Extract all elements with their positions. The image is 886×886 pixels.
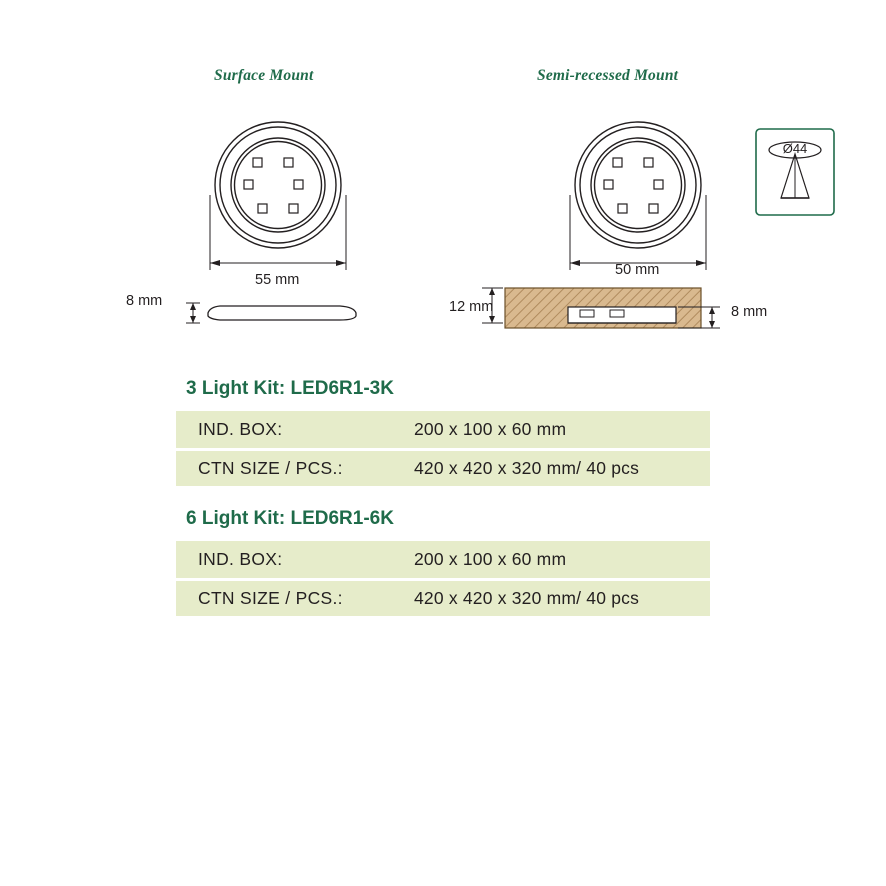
table-row: [176, 541, 710, 579]
semi-recessed-thickness-label: 8 mm: [731, 304, 768, 320]
table-row: [176, 411, 710, 449]
kit-2-title: 6 Light Kit: LED6R1-6K: [186, 508, 394, 529]
kit-1-row-0-label: IND. BOX:: [176, 411, 408, 449]
kit-2-row-1-label: CTN SIZE / PCS.:: [176, 579, 408, 617]
surface-mount-diameter-label: 55 mm: [255, 272, 300, 288]
kit-2-table: [176, 541, 710, 619]
kit-2-row-0-value: 200 x 100 x 60 mm: [408, 541, 710, 579]
surface-mount-title: Surface Mount: [214, 67, 314, 84]
table-row: [176, 579, 710, 617]
hole-callout-label: Ø44: [782, 141, 808, 156]
semi-recessed-diameter-label: 50 mm: [615, 262, 660, 278]
kit-2-row-1-value: 420 x 420 x 320 mm/ 40 pcs: [408, 579, 710, 617]
surface-mount-thickness-label: 8 mm: [126, 293, 163, 309]
kit-1-row-1-label: CTN SIZE / PCS.:: [176, 449, 408, 487]
semi-recessed-mount-title: Semi-recessed Mount: [537, 67, 679, 84]
kit-2-row-0-label: IND. BOX:: [176, 541, 408, 579]
table-row: [176, 449, 710, 487]
kit-1-table: [176, 411, 710, 489]
kit-1-row-0-value: 200 x 100 x 60 mm: [408, 411, 710, 449]
kit-1-title: 3 Light Kit: LED6R1-3K: [186, 378, 394, 399]
semi-recessed-depth-label: 12 mm: [449, 299, 494, 315]
kit-1-row-1-value: 420 x 420 x 320 mm/ 40 pcs: [408, 449, 710, 487]
